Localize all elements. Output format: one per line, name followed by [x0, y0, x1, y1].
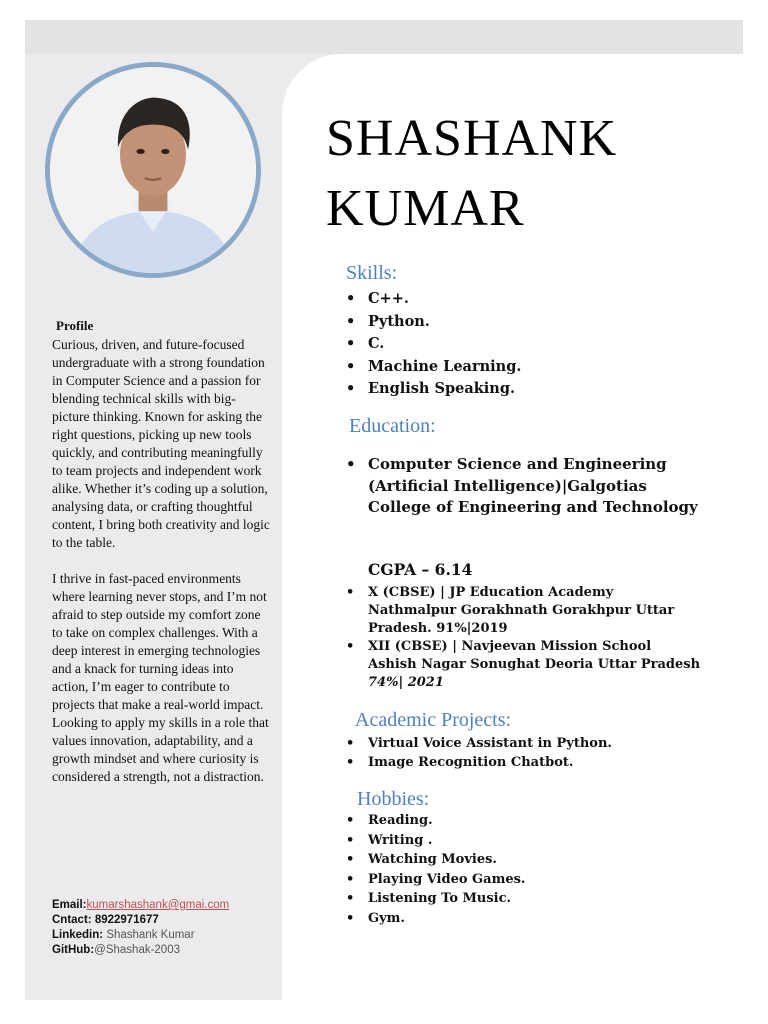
projects-list [344, 734, 612, 772]
email-label: Email: [52, 899, 87, 911]
hobbies-heading: Hobbies: [357, 788, 430, 810]
profile-paragraph-2: I thrive in fast-paced environments where learning never stops, and I’m not afraid to step outside my comfort zone to take on complex challenges. With a deep interest in emerging technologies and a knack for turning ideas into action, I’m eager to contribute to projects that make a real-world impact. Looking to apply my skills in a role that values innovation, adaptability, and a growth mindset and where curiosity is considered a strength, not a distraction. [52, 571, 269, 784]
skill-item: • C++. [344, 288, 521, 311]
profile-summary [52, 336, 272, 804]
linkedin-value: Shashank Kumar [103, 929, 195, 941]
hobby-item: • Playing Video Games. [344, 870, 525, 890]
project-item: • Image Recognition Chatbot. [344, 753, 612, 772]
github-value: @Shashak-2003 [94, 944, 180, 956]
phone-label: Cntact: [52, 914, 92, 926]
school-xii-score: 74%| 2021 [368, 675, 444, 690]
skills-heading: Skills: [346, 262, 398, 284]
profile-photo [45, 62, 261, 278]
email-link[interactable]: kumarshashank@gmai.com [86, 899, 230, 911]
hobby-item: • Listening To Music. [344, 889, 525, 909]
hobbies-list [344, 811, 525, 928]
top-strip [25, 20, 743, 54]
phone-value: 8922971677 [91, 914, 159, 926]
contact-block [52, 898, 229, 958]
skills-list [344, 288, 521, 401]
skill-item: • English Speaking. [344, 378, 521, 401]
school-list [344, 584, 704, 692]
candidate-name [326, 104, 617, 244]
education-cgpa: CGPA – 6.14 [368, 560, 473, 579]
education-heading: Education: [349, 415, 436, 437]
linkedin-line [52, 928, 229, 943]
school-xii [344, 638, 704, 692]
name-first: SHASHANK [326, 110, 618, 167]
projects-heading: Academic Projects: [355, 709, 512, 731]
school-x: • X (CBSE) | JP Education Academy Nathmalpur Gorakhnath Gorakhpur Uttar Pradesh. 91%|2019 [344, 584, 704, 638]
github-label: GitHub: [52, 944, 95, 956]
email-line [52, 898, 229, 913]
linkedin-label: Linkedin: [52, 929, 104, 941]
hobby-item: • Watching Movies. [344, 850, 525, 870]
name-last: KUMAR [326, 180, 525, 237]
avatar [50, 67, 256, 273]
profile-paragraph-1: Curious, driven, and future-focused undergraduate with a strong foundation in Computer Science and a passion for blending technical skills with big-picture thinking. Known for asking the right questions, picking up new tools quickly, and contributing meaningfully to team projects and independent work alike. Whether it’s coding up a solution, analysing data, or crafting thoughtful content, I bring both creativity and logic to the table. [52, 337, 270, 550]
school-xii-name: XII (CBSE) | Navjeevan Mission School Ashish Nagar Sonughat Deoria Uttar Pradesh [368, 639, 701, 672]
github-line [52, 943, 229, 958]
education-list [344, 454, 704, 519]
hobby-item: • Gym. [344, 909, 525, 929]
project-item: • Virtual Voice Assistant in Python. [344, 734, 612, 753]
skill-item: • C. [344, 333, 521, 356]
profile-heading: Profile [56, 318, 94, 333]
hobby-item: • Reading. [344, 811, 525, 831]
skill-item: • Python. [344, 311, 521, 334]
phone-line [52, 913, 229, 928]
education-degree: • Computer Science and Engineering (Artificial Intelligence)|Galgotias College of Engineering and Technology [344, 454, 704, 519]
skill-item: • Machine Learning. [344, 356, 521, 379]
hobby-item: • Writing . [344, 831, 525, 851]
